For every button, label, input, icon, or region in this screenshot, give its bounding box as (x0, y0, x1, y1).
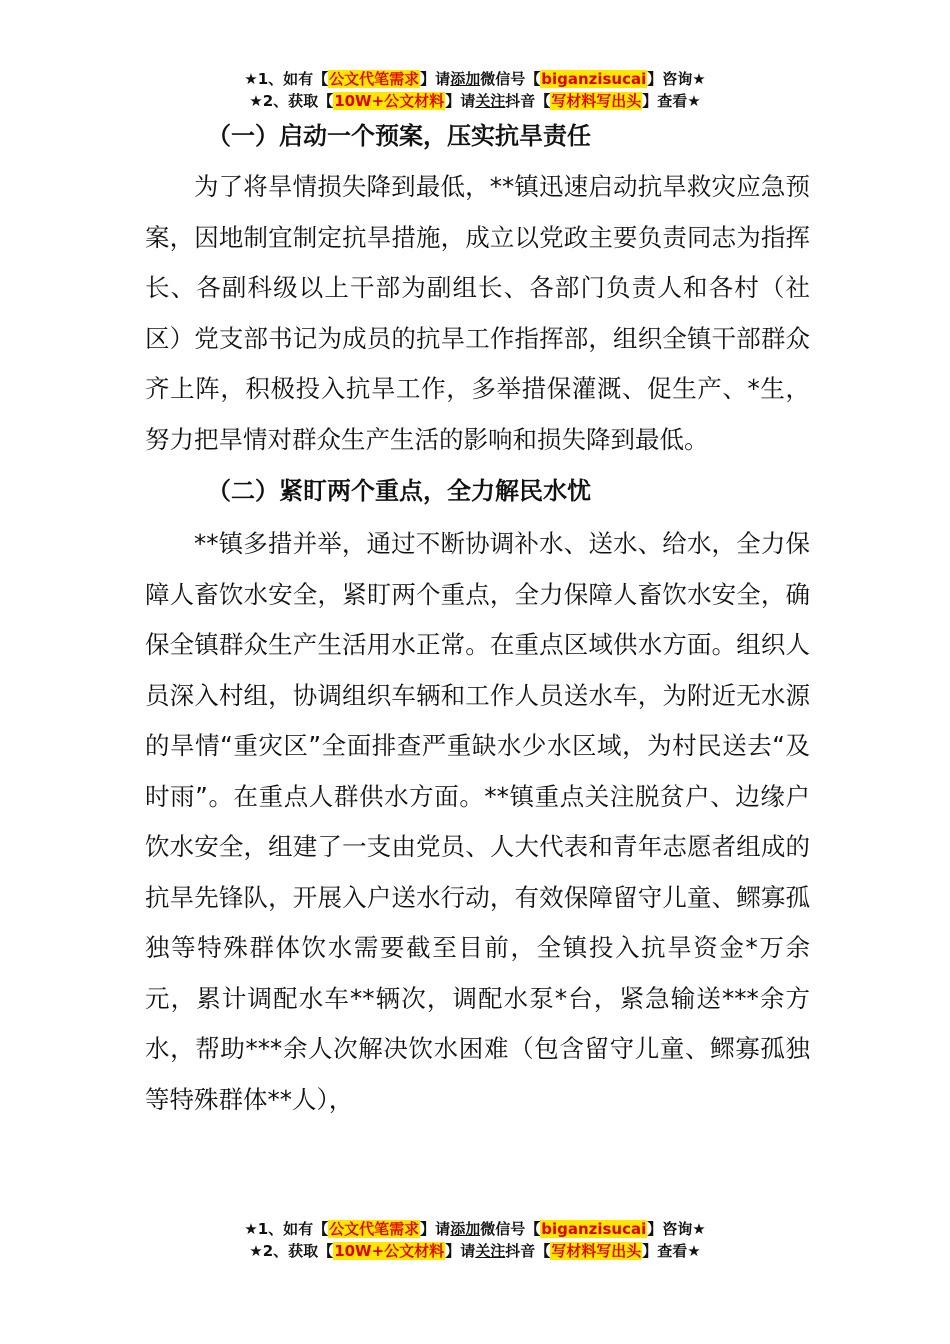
section-heading-1: （一）启动一个预案，压实抗旱责任 (207, 122, 591, 150)
highlight-wechat-id: biganzisucai (541, 1220, 647, 1238)
footer-banner (0, 1218, 950, 1262)
highlight-service: 公文代笔需求 (329, 70, 420, 88)
highlight-materials: 10W+公文材料 (334, 1242, 445, 1260)
section-heading-2: （二）紧盯两个重点，全力解民水忧 (207, 477, 591, 505)
paragraph-2: **镇多措并举，通过不断协调补水、送水、给水，全力保障人畜饮水安全，紧盯两个重点，全力保障人畜饮水安全，确保全镇群众生产生活用水正常。在重点区域供水方面。组织人员深入村组，协调组织车辆和工作人员送水车，为附近无水源的旱情“重灾区”全面排查严重缺水少水区域，为村民送去“及时雨”。在重点人群供水方面。**镇重点关注脱贫户、边缘户饮水安全，组建了一支由党员、人大代表和青年志愿者组成的抗旱先锋队，开展入户送水行动，有效保障留守儿童、鳏寡孤独等特殊群体饮水需要截至目前，全镇投入抗旱资金*万余元，累计调配水车**辆次，调配水泵*台，紧急输送***余方水，帮助***余人次解决饮水困难（包含留守儿童、鳏寡孤独等特殊群体**人）， (145, 529, 810, 1114)
header-banner (0, 68, 950, 112)
banner-line-1: ★1、如有【公文代笔需求】请添加微信号【biganzisucai】咨询★ (244, 70, 706, 88)
document-body (145, 116, 810, 1125)
highlight-douyin: 写材料写出头 (551, 1242, 642, 1260)
banner-line-1: ★1、如有【公文代笔需求】请添加微信号【biganzisucai】咨询★ (244, 1220, 706, 1238)
highlight-wechat-id: biganzisucai (541, 70, 647, 88)
highlight-materials: 10W+公文材料 (334, 92, 445, 110)
highlight-service: 公文代笔需求 (329, 1220, 420, 1238)
banner-line-2: ★2、获取【10W+公文材料】请关注抖音【写材料写出头】查看★ (249, 1242, 701, 1260)
banner-line-2: ★2、获取【10W+公文材料】请关注抖音【写材料写出头】查看★ (249, 92, 701, 110)
paragraph-1: 为了将旱情损失降到最低，**镇迅速启动抗旱救灾应急预案，因地制宜制定抗旱措施，成立以党政主要负责同志为指挥长、各副科级以上干部为副组长、各部门负责人和各村（社区）党支部书记为成员的抗旱工作指挥部，组织全镇干部群众齐上阵，积极投入抗旱工作，多举措保灌溉、促生产、*生，努力把旱情对群众生产生活的影响和损失降到最低。 (145, 172, 810, 454)
highlight-douyin: 写材料写出头 (551, 92, 642, 110)
